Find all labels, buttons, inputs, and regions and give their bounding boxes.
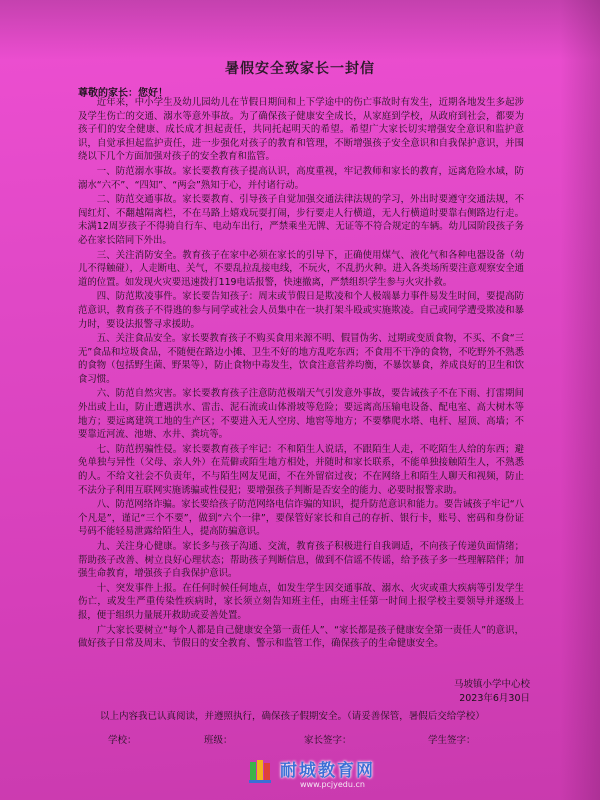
section-traffic: 二、防范交通事故。家长要教育、引导孩子自觉加强交通法律法规的学习，外出时要遵守交通法规，不闯红灯、不翻越隔离栏，不在马路上嬉戏玩耍打闹，步行要走人行横道，无人行横道时要靠右侧路边行走。未满12周岁孩子不得骑自行车、电动车出行，严禁乘坐无牌、无证等不符合规定的车辆。幼儿园阶段孩子务必在家长陪同下外出。 — [78, 194, 524, 246]
signature-fields — [108, 732, 568, 750]
watermark — [248, 754, 468, 794]
paper-edge-shadow — [560, 0, 600, 800]
section-fire: 三、关注消防安全。教育孩子在家中必须在家长的引导下，正确使用煤气、液化气和各种电器设备（幼儿不得触碰），人走断电、关气，不要乱拉乱接电线，不玩火，不乱扔火种。进入各类场所要注意观察安全通道的位置。如发现火灾要迅速拨打119电话报警，快速撤离，严禁组织学生参与火灾扑救。 — [78, 249, 524, 288]
signature-school: 马坡镇小学中心校 — [453, 679, 530, 690]
signature-date: 2023年6月30日 — [459, 693, 530, 704]
section-food: 五、关注食品安全。家长要教育孩子不购买食用来源不明、假冒伪劣、过期或变质食物，不买、不食“三无”食品和垃圾食品，不随便在路边小摊、卫生不好的地方乱吃东西；不食用不干净的食物，不吃野外不熟悉的食物（包括野生菌、野果等），防止食物中毒发生，饮食注意营养均衡，不暴饮暴食，养成良好的卫生和饮食习惯。 — [78, 333, 524, 385]
parent-signature-label: 家长签字： — [304, 735, 352, 746]
section-abduction: 七、防范拐骗性侵。家长要教育孩子牢记：不和陌生人说话，不跟陌生人走，不吃陌生人给的东西；避免单独与异性（父母、亲人外）在荒僻或陌生地方相处，并随时和家长联系，不能单独接触陌生人，不熟悉的人。不给文社会不负责年，不与陌生网友见面，不在外留宿过夜；不在网络上和陌生人聊天和视频，防止不法分子利用互联网实施诱骗或性侵犯；要增强孩子判断是否安全的能力、必要时报警求助。 — [78, 443, 524, 496]
class-field-label: 班级： — [204, 735, 233, 746]
letter-title: 暑假安全致家长一封信 — [225, 61, 375, 77]
section-bullying: 四、防范欺凌事件。家长要告知孩子：周末或节假日是欺凌和个人极端暴力事件易发生时间，要提高防范意识，教育孩子不得逃的参与同学或社会人员集中在一块打架斗殴或实施欺凌。自己或同学遭受欺凌和暴力时，要设法报警寻求援助。 — [78, 291, 524, 330]
section-mental-health: 九、关注身心健康。家长多与孩子沟通、交流，教育孩子积极进行自我调适，不向孩子传递负面情绪；帮助孩子改善、树立良好心理状态；帮助孩子判断信息，做到不信谣不传谣，给予孩子多一些理解陪伴；加强生命教育，增强孩子自我保护意识。 — [78, 541, 524, 580]
section-emergency: 十、突发事件上报。在任何时候任何地点，如发生学生因交通事故、溺水、火灾或重大疾病等引发学生伤亡，或发生严重传染性疾病时，家长须立刻告知班主任，由班主任第一时间上报学校主要领导并逐级上报，便于组织力量展开救助或妥善处置。 — [78, 582, 524, 621]
signature-block — [454, 678, 530, 706]
closing-paragraph: 广大家长要树立“每个人都是自己健康安全第一责任人”、“家长都是孩子健康安全第一责任人”的意识，做好孩子日常及周末、节假日的安全教育、警示和监管工作，确保孩子的生命健康安全。 — [78, 624, 524, 650]
book-logo-icon — [248, 758, 274, 784]
section-fraud: 八、防范网络诈骗。家长要给孩子防范网络电信诈骗的知识，提升防范意识和能力。要告诫孩子牢记“八个凡是”，谨记“三个不要”，做到“六个一律”，要保管好家长和自己的存折、银行卡，账号、密码和身份证号码不能轻易泄露给陌生人，提高防骗意识。 — [78, 499, 524, 538]
watermark-url: www.pcjyedu.cn — [300, 780, 365, 789]
section-disaster: 六、防范自然灾害。家长要教育孩子注意防范极端天气引发意外事故，要告诫孩子不在下雨、打雷期间外出或上山，防止遭遇洪水、雷击、泥石流或山体滑坡等危险；要远离高压输电设备、配电室、高大树木等地方；要远离建筑工地的生产区；不要进入无人空房、地窖等地方；不要攀爬水塔、电杆、屋顶、高墙；不要靠近河流、池塘、水井、粪坑等。 — [78, 388, 524, 441]
intro-paragraph: 近年来，中小学生及幼儿园幼儿在节假日期间和上下学途中的伤亡事故时有发生，近期各地发生多起涉及学生伤亡的交通、溺水等意外事故。为了确保孩子健康安全成长，从家庭到学校，从政府到社会，都要为孩子们的安全健康、成长成才担起责任，共同托起明天的希望。希望广大家长切实增强安全意识和监护意识，自觉承担起监护责任，进一步强化对孩子的教育和管理，不断增强孩子安全意识和自我保护意识，并围绕以下几个方面加强对孩子的安全教育和监管。 — [78, 97, 524, 163]
paper-shadow — [0, 0, 600, 60]
watermark-name: 耐城教育网 — [280, 761, 375, 781]
section-drowning: 一、防范溺水事故。家长要教育孩子提高认识，高度重视，牢记教师和家长的教育，远离危险水域，防溺水“六不”、“四知”、“两会”熟知于心，并付诸行动。 — [78, 165, 524, 191]
school-field-label: 学校： — [108, 735, 137, 746]
return-note: 以上内容我已认真阅读，并遵照执行，确保孩子假期安全。（请妥善保管，暑假后交给学校） — [100, 711, 485, 722]
letter-greeting: 尊敬的家长：您好！ — [78, 88, 168, 99]
student-signature-label: 学生签字： — [428, 735, 476, 746]
letter-body — [78, 96, 524, 652]
